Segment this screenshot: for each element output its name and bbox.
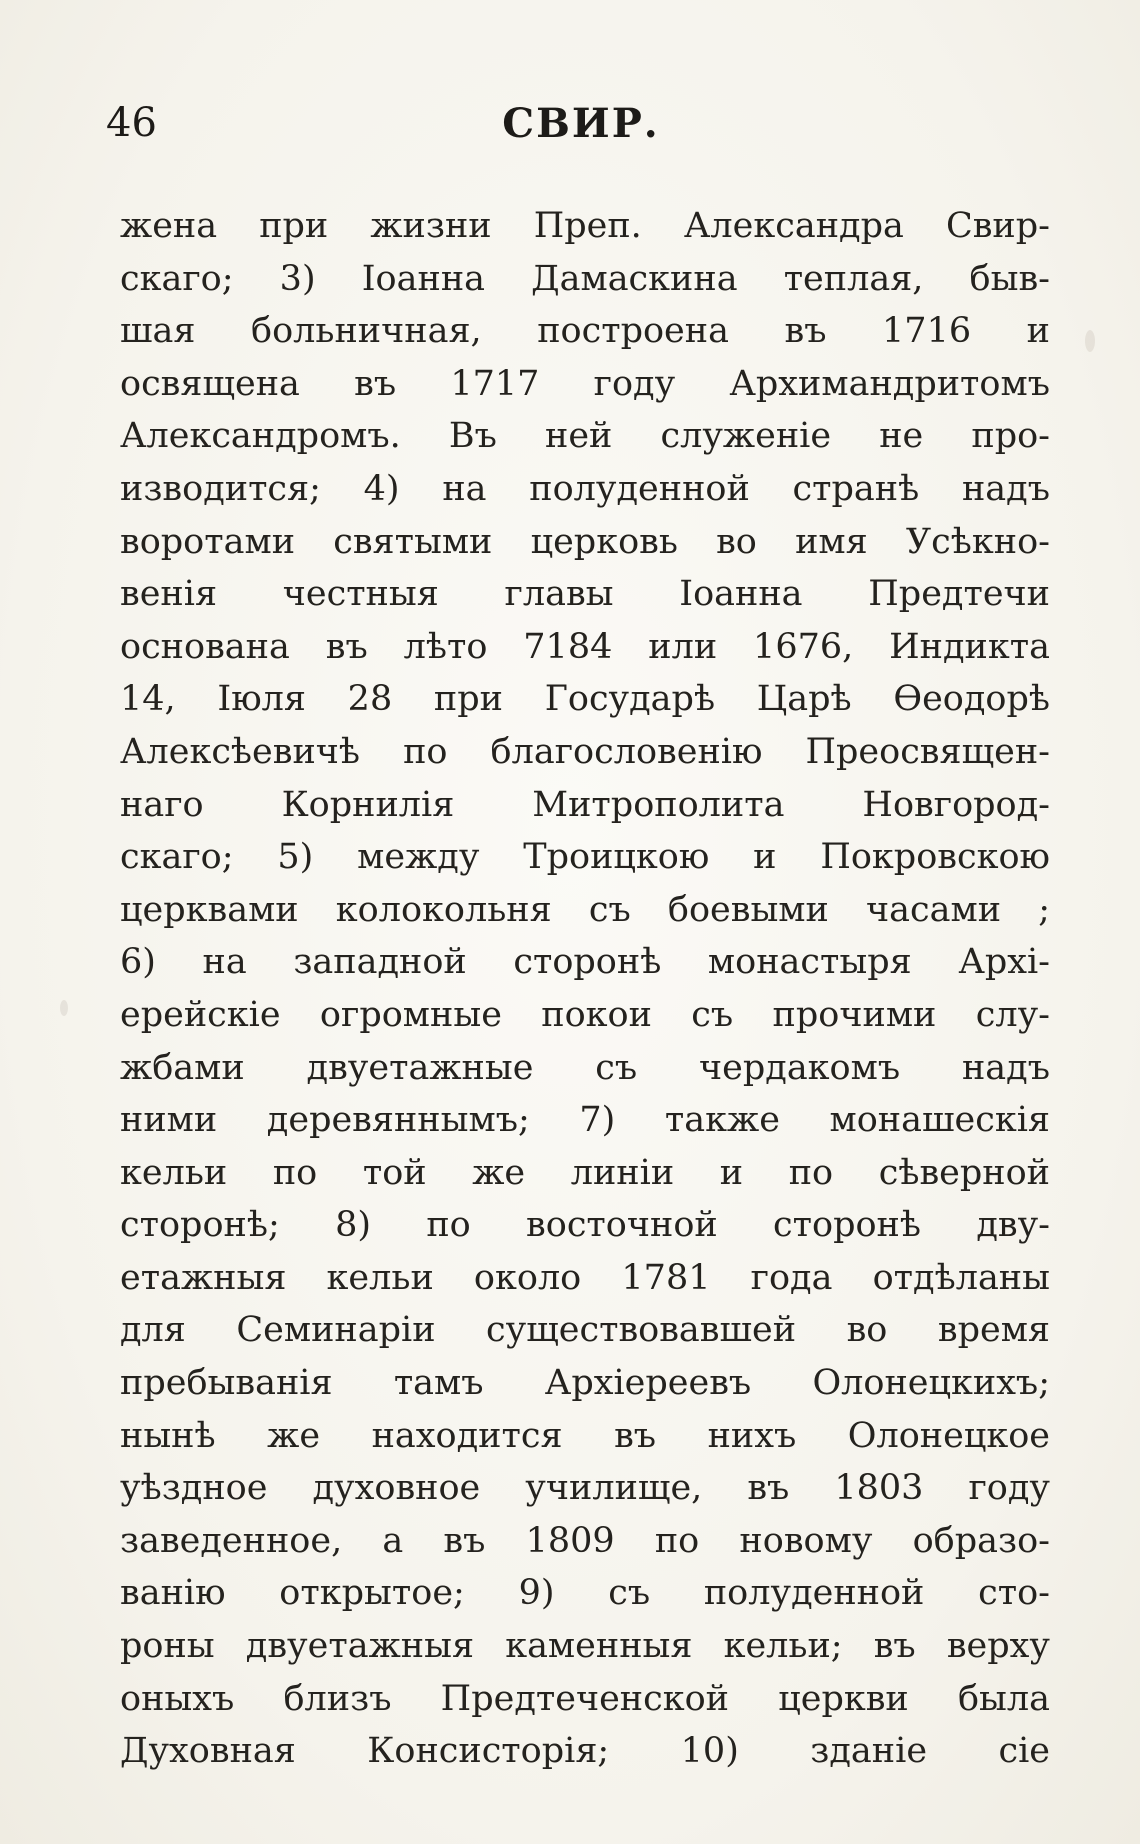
- text-line: 6) на западной сторонѣ монастыря Архі-: [120, 942, 1050, 983]
- text-line: кельи по той же линіи и по сѣверной: [120, 1152, 1050, 1193]
- text-line: скаго; 3) Іоанна Дамаскина теплая, быв-: [120, 258, 1050, 299]
- page-header: [106, 100, 1056, 160]
- text-line: Алексѣевичѣ по благословенію Преосвящен-: [120, 731, 1050, 772]
- text-line: изводится; 4) на полуденной странѣ надъ: [120, 468, 1050, 509]
- text-line: жбами двуетажные съ чердакомъ надъ: [120, 1047, 1050, 1088]
- text-line: пребыванія тамъ Архіереевъ Олонецкихъ;: [120, 1363, 1050, 1404]
- text-line: скаго; 5) между Троицкою и Покровскою: [120, 837, 1050, 878]
- text-line: оныхъ близъ Предтеченской церкви была: [120, 1678, 1050, 1719]
- text-line: Духовная Консисторія; 10) зданіе сіе: [120, 1731, 1050, 1772]
- text-line: сторонѣ; 8) по восточной сторонѣ дву-: [120, 1205, 1050, 1246]
- text-line: Александромъ. Въ ней служеніе не про-: [120, 416, 1050, 457]
- paper-stain: [60, 1000, 68, 1016]
- text-line: венія честныя главы Іоанна Предтечи: [120, 574, 1050, 615]
- text-line: 14, Іюля 28 при Государѣ Царѣ Ѳеодорѣ: [120, 679, 1050, 720]
- text-line: церквами колокольня съ боевыми часами ;: [120, 889, 1050, 930]
- text-line: жена при жизни Преп. Александра Свир-: [120, 206, 1050, 246]
- body-text: [120, 200, 1050, 1778]
- text-line: етажныя кельи около 1781 года отдѣланы: [120, 1257, 1050, 1298]
- text-line: для Семинаріи существовавшей во время: [120, 1310, 1050, 1351]
- paper-stain: [1085, 330, 1095, 352]
- text-line: шая больничная, построена въ 1716 и: [120, 311, 1050, 352]
- text-line: основана въ лѣто 7184 или 1676, Индикта: [120, 626, 1050, 667]
- text-line: ними деревяннымъ; 7) также монашескія: [120, 1100, 1050, 1141]
- text-line: воротами святыми церковь во имя Усѣкно-: [120, 521, 1050, 562]
- text-line: наго Корнилія Митрополита Новгород-: [120, 784, 1050, 825]
- page-number: 46: [106, 100, 157, 146]
- text-line: освящена въ 1717 году Архимандритомъ: [120, 363, 1050, 404]
- text-line: ванію открытое; 9) съ полуденной сто-: [120, 1573, 1050, 1614]
- text-line: роны двуетажныя каменныя кельи; въ верху: [120, 1626, 1050, 1667]
- text-line: уѣздное духовное училище, въ 1803 году: [120, 1468, 1050, 1509]
- text-line: нынѣ же находится въ нихъ Олонецкое: [120, 1415, 1050, 1456]
- text-line: заведенное, а въ 1809 по новому образо-: [120, 1520, 1050, 1561]
- text-line: ерейскіе огромные покои съ прочими слу-: [120, 994, 1050, 1035]
- running-head: СВИР.: [502, 100, 660, 147]
